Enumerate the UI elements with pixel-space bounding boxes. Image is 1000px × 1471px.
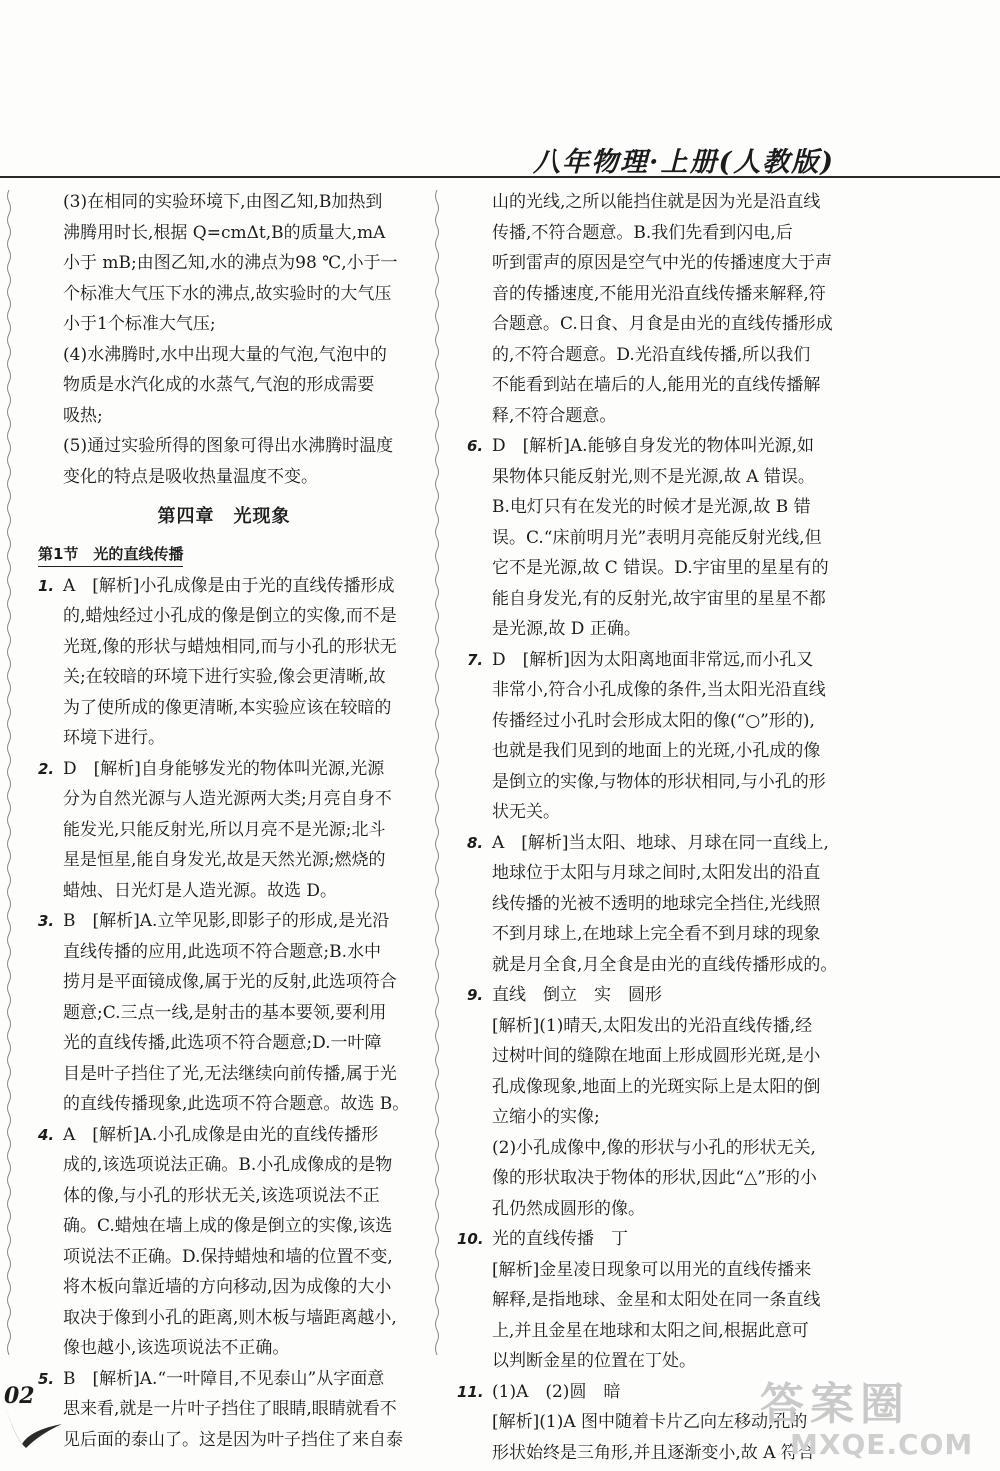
answer-line xyxy=(38,723,410,754)
answer-line xyxy=(467,1316,839,1347)
item-number: 10. xyxy=(457,1230,484,1248)
answer-text: B.电灯只有在发光的时候才是光源,故 B 错 xyxy=(492,497,811,517)
answer-text: 果物体只能反射光,则不是光源,故 A 错误。 xyxy=(492,466,815,487)
answer-line xyxy=(467,1133,839,1164)
answer-line xyxy=(467,797,839,828)
answer-text: 能发光,只能反射光,所以月亮不是光源;北斗 xyxy=(63,819,386,840)
answer-text: 上,并且金星在地球和太阳之间,根据此意可 xyxy=(492,1320,809,1341)
answer-item xyxy=(38,571,410,754)
answer-text: 目是叶子挡住了光,无法继续向前传播,属于光 xyxy=(63,1063,397,1084)
answer-text: 是光源,故 D 正确。 xyxy=(492,619,641,639)
answer-line xyxy=(467,553,839,584)
left-binding-edge xyxy=(6,190,12,1355)
answer-line xyxy=(467,889,839,920)
answer-line xyxy=(38,1211,410,1242)
continuation-line: 音的传播速度,不能用光沿直线传播来解释,符 xyxy=(492,283,826,304)
intro-line: 变化的特点是吸收热量温度不变。 xyxy=(63,466,318,487)
answer-text: 是倒立的实像,与物体的形状相同,与小孔的形 xyxy=(492,771,826,792)
answer-text: 星是恒星,能自身发光,故是天然光源;燃烧的 xyxy=(63,850,386,870)
answer-text: 非常小,符合小孔成像的条件,当太阳光沿直线 xyxy=(492,680,826,700)
answer-line xyxy=(38,662,410,693)
intro-line: (4)水沸腾时,水中出现大量的气泡,气泡中的 xyxy=(63,344,387,365)
answer-text: D [解析]因为太阳离地面非常远,而小孔又 xyxy=(492,649,814,670)
answer-text: 成的,该选项说法正确。B.小孔成像成的是物 xyxy=(63,1155,393,1175)
answer-list-right xyxy=(457,431,839,1468)
page-number: 02 xyxy=(4,1383,35,1409)
answer-line xyxy=(38,967,410,998)
answer-item xyxy=(38,906,410,1120)
answer-line xyxy=(467,675,839,706)
watermark-logo: 答案圈 xyxy=(760,1379,910,1430)
answer-text: 关;在较暗的环境下进行实验,像会更清晰,故 xyxy=(63,667,386,687)
answer-line xyxy=(38,1120,410,1151)
answer-text: [解析]金星凌日现象可以用光的直线传播来 xyxy=(492,1259,812,1280)
answer-line xyxy=(38,815,410,846)
answer-text: 也就是我们见到的地面上的光斑,小孔成的像 xyxy=(492,741,821,761)
answer-line xyxy=(38,1089,410,1120)
continuation-line: 传播,不符合题意。B.我们先看到闪电,后 xyxy=(492,222,793,243)
intro-line: (5)通过实验所得的图象可得出水沸腾时温度 xyxy=(63,436,394,456)
watermark-url: MXQE.COM xyxy=(790,1428,974,1461)
answer-line xyxy=(467,736,839,767)
answer-text: 立缩小的实像; xyxy=(492,1107,600,1127)
page-header-title: 八年物理·上册(人教版) xyxy=(533,147,835,178)
answer-text: 见后面的泰山了。这是因为叶子挡住了来自泰 xyxy=(63,1429,403,1450)
answer-line xyxy=(38,937,410,968)
answer-line xyxy=(467,1194,839,1225)
answer-text: 光的直线传播 丁 xyxy=(492,1229,628,1249)
intro-block xyxy=(38,187,410,492)
answer-text: 蜡烛、日光灯是人造光源。故选 D。 xyxy=(63,880,338,901)
continuation-line: 合题意。C.日食、月食是由光的直线传播形成 xyxy=(492,314,833,334)
answer-text: 就是月全食,月全食是由光的直线传播形成的。 xyxy=(492,954,838,975)
answer-text: 线传播的光被不透明的地球完全挡住,光线照 xyxy=(492,893,821,914)
continuation-line: 山的光线,之所以能挡住就是因为光是沿直线 xyxy=(492,192,821,212)
answer-line xyxy=(38,906,410,937)
column-divider xyxy=(434,190,440,1355)
answer-text: A [解析]小孔成像是由于光的直线传播形成 xyxy=(63,575,395,596)
answer-text: 题意;C.三点一线,是射击的基本要领,要利用 xyxy=(63,1002,387,1023)
answer-text: 思来看,就是一片叶子挡住了眼睛,眼睛就看不 xyxy=(63,1399,397,1419)
answer-line xyxy=(467,645,839,676)
answer-text: 形状始终是三角形,并且逐渐变小,故 A 符合 xyxy=(492,1442,815,1463)
answer-text: 的直线传播现象,此选项不符合题意。故选 B。 xyxy=(63,1094,410,1114)
answer-line xyxy=(38,998,410,1029)
answer-line xyxy=(38,1364,410,1395)
answer-line xyxy=(467,1163,839,1194)
answer-text: (1)A (2)圆 暗 xyxy=(492,1381,621,1402)
answer-line xyxy=(467,431,839,462)
answer-line xyxy=(467,1285,839,1316)
answer-line xyxy=(38,845,410,876)
answer-line xyxy=(467,614,839,645)
answer-text: 解释,是指地球、金星和太阳处在同一条直线 xyxy=(492,1290,821,1310)
header-rule xyxy=(0,176,1000,178)
answer-line xyxy=(38,601,410,632)
answer-line xyxy=(38,1333,410,1364)
answer-text: 以判断金星的位置在丁处。 xyxy=(492,1351,696,1371)
intro-line: 小于 mB;由图乙知,水的沸点为98 ℃,小于一 xyxy=(63,253,398,273)
answer-line xyxy=(467,492,839,523)
answer-line xyxy=(38,1059,410,1090)
answer-line xyxy=(467,767,839,798)
answer-text: 项说法不正确。D.保持蜡烛和墙的位置不变, xyxy=(63,1246,393,1267)
answer-item xyxy=(467,431,839,645)
item-number: 9. xyxy=(467,986,484,1004)
answer-line xyxy=(467,950,839,981)
answer-line xyxy=(38,693,410,724)
answer-item xyxy=(457,1224,839,1377)
answer-line xyxy=(467,462,839,493)
answer-line xyxy=(457,1224,839,1255)
answer-line xyxy=(467,1011,839,1042)
answer-text: 为了使所成的像更清晰,本实验应该在较暗的 xyxy=(63,697,392,718)
answer-line xyxy=(38,754,410,785)
answer-text: (2)小孔成像中,像的形状与小孔的形状无关, xyxy=(492,1137,816,1158)
intro-line: 沸腾用时长,根据 Q=cmΔt,B的质量大,mA xyxy=(63,222,386,243)
item-number: 4. xyxy=(38,1125,55,1144)
answer-text: 能自身发光,有的反射光,故宇宙里的星星不都 xyxy=(492,588,826,609)
answer-text: 像也越小,该选项说法不正确。 xyxy=(63,1338,290,1358)
continuation-line: 不能看到站在墙后的人,能用光的直线传播解 xyxy=(492,375,821,395)
intro-line: 小于1个标准大气压; xyxy=(63,314,216,334)
answer-line xyxy=(38,571,410,602)
answer-text: 体的像,与小孔的形状无关,该选项说法不正 xyxy=(63,1185,380,1206)
answer-line xyxy=(467,1041,839,1072)
answer-text: A [解析]当太阳、地球、月球在同一直线上, xyxy=(492,832,829,853)
answer-text: 地球位于太阳与月球之间时,太阳发出的沿直 xyxy=(492,863,821,883)
answer-text: 确。C.蜡烛在墙上成的像是倒立的实像,该选 xyxy=(63,1216,393,1236)
answer-line xyxy=(38,1028,410,1059)
answer-item xyxy=(38,1364,410,1456)
answer-text: 像的形状取决于物体的形状,因此“△”形的小 xyxy=(492,1168,817,1188)
item-number: 5. xyxy=(38,1369,55,1388)
answer-text: 直线传播的应用,此选项不符合题意;B.水中 xyxy=(63,941,382,962)
answer-line xyxy=(467,706,839,737)
answer-text: 取决于像到小孔的距离,则木板与墙距离越小, xyxy=(63,1307,397,1328)
leaf-ornament-icon xyxy=(0,1400,70,1450)
answer-text: 的,蜡烛经过小孔成的像是倒立的实像,而不是 xyxy=(63,606,397,626)
answer-line xyxy=(38,1181,410,1212)
answer-text: B [解析]A.“一叶障目,不见泰山”从字面意 xyxy=(63,1368,385,1389)
answer-text: 环境下进行。 xyxy=(63,728,165,748)
right-column xyxy=(457,187,839,1468)
answer-text: 孔仍然成圆形的像。 xyxy=(492,1198,645,1219)
answer-text: 光斑,像的形状与蜡烛相同,而与小孔的形状无 xyxy=(63,636,397,657)
section-title: 第1节 光的直线传播 xyxy=(38,542,183,567)
answer-line xyxy=(467,523,839,554)
answer-text: D [解析]A.能够自身发光的物体叫光源,如 xyxy=(492,436,814,456)
intro-line: 吸热; xyxy=(63,405,103,426)
answer-line xyxy=(38,1272,410,1303)
answer-line xyxy=(467,1438,839,1469)
answer-text: 孔成像现象,地面上的光斑实际上是太阳的倒 xyxy=(492,1076,821,1097)
answer-text: 它不是光源,故 C 错误。D.宇宙里的星星有的 xyxy=(492,558,829,578)
answer-line xyxy=(467,1072,839,1103)
intro-line: (3)在相同的实验环境下,由图乙知,B加热到 xyxy=(63,192,383,212)
item-number: 8. xyxy=(467,833,484,852)
chapter-title: 第四章 光现象 xyxy=(157,506,291,527)
item-number: 7. xyxy=(467,650,484,669)
answer-text: 传播经过小孔时会形成太阳的像(“○”形的), xyxy=(492,710,815,731)
item-number: 6. xyxy=(467,437,484,455)
answer-text: 分为自然光源与人造光源两大类;月亮自身不 xyxy=(63,789,392,809)
intro-line: 物质是水汽化成的水蒸气,气泡的形成需要 xyxy=(63,375,375,395)
item-number: 2. xyxy=(38,759,55,778)
answer-item xyxy=(467,645,839,828)
left-column xyxy=(38,187,410,1455)
answer-line xyxy=(467,828,839,859)
answer-item xyxy=(38,754,410,907)
answer-list-left xyxy=(38,571,410,1456)
answer-text: [解析](1)A 图中随着卡片乙向左移动,孔的 xyxy=(492,1412,808,1432)
answer-text: 光的直线传播,此选项不符合题意;D.一叶障 xyxy=(63,1033,382,1053)
continuation-line: 听到雷声的原因是空气中光的传播速度大于声 xyxy=(492,253,832,273)
answer-line xyxy=(38,876,410,907)
answer-line xyxy=(467,584,839,615)
answer-text: 将木板向靠近墙的方向移动,因为成像的大小 xyxy=(63,1277,392,1297)
answer-item xyxy=(467,828,839,981)
answer-line xyxy=(38,1242,410,1273)
item-number: 3. xyxy=(38,912,55,930)
answer-line xyxy=(38,1425,410,1456)
answer-line xyxy=(467,980,839,1011)
answer-line xyxy=(38,1394,410,1425)
answer-line xyxy=(38,1150,410,1181)
continuation-line: 的,不符合题意。D.光沿直线传播,所以我们 xyxy=(492,344,811,365)
item-number: 1. xyxy=(38,576,55,595)
answer-text: 捞月是平面镜成像,属于光的反射,此选项符合 xyxy=(63,972,397,992)
item-number: 11. xyxy=(457,1382,484,1401)
answer-item xyxy=(467,980,839,1224)
answer-line xyxy=(467,919,839,950)
continuation-block xyxy=(467,187,839,431)
answer-line xyxy=(38,784,410,815)
continuation-line: 释,不符合题意。 xyxy=(492,405,617,426)
answer-text: A [解析]A.小孔成像是由光的直线传播形 xyxy=(63,1124,379,1145)
answer-text: 误。C.“床前明月光”表明月亮能反射光线,但 xyxy=(492,527,822,548)
answer-text: 直线 倒立 实 圆形 xyxy=(492,985,662,1005)
answer-text: B [解析]A.立竿见影,即影子的形成,是光沿 xyxy=(63,911,390,931)
answer-line xyxy=(467,1255,839,1286)
answer-text: [解析](1)晴天,太阳发出的光沿直线传播,经 xyxy=(492,1015,813,1036)
answer-text: 不到月球上,在地球上完全看不到月球的现象 xyxy=(492,924,821,944)
answer-text: 状无关。 xyxy=(492,802,560,822)
answer-item xyxy=(38,1120,410,1364)
answer-line xyxy=(38,1303,410,1334)
answer-text: D [解析]自身能够发光的物体叫光源,光源 xyxy=(63,758,385,779)
answer-line xyxy=(467,858,839,889)
answer-line xyxy=(38,632,410,663)
answer-line xyxy=(467,1102,839,1133)
intro-line: 个标准大气压下水的沸点,故实验时的大气压 xyxy=(63,283,392,304)
answer-text: 过树叶间的缝隙在地面上形成圆形光斑,是小 xyxy=(492,1046,821,1066)
